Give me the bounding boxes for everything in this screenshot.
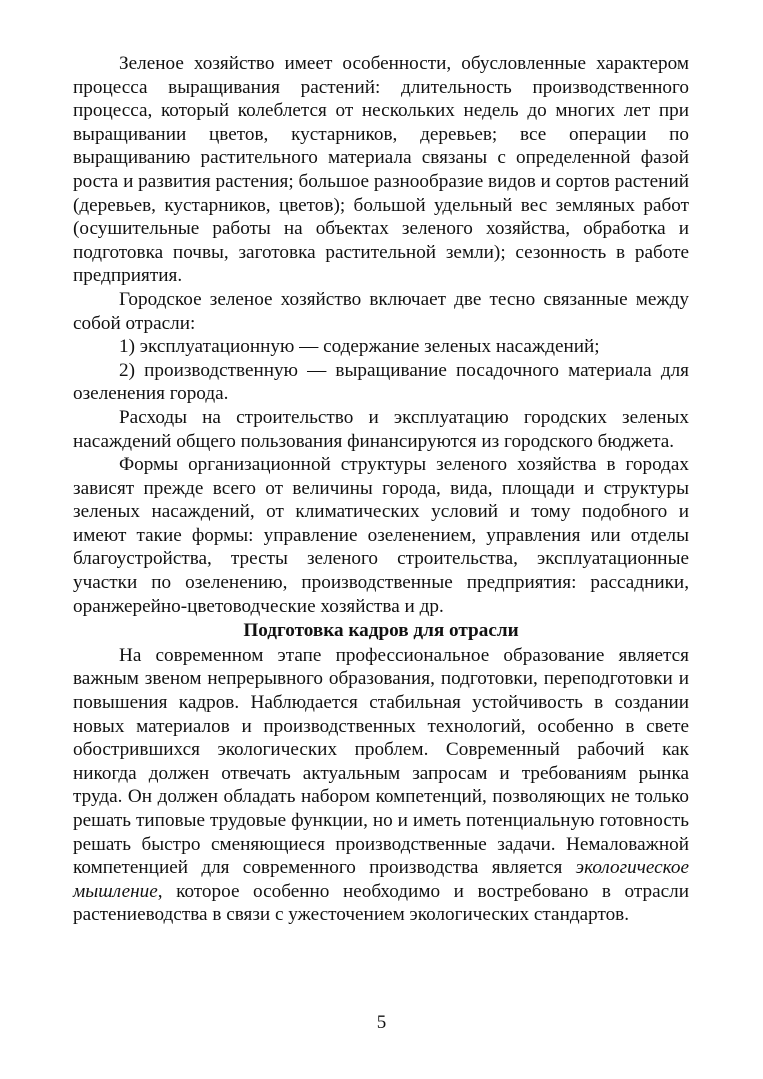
list-item-production: 2) производственную — выращивание посадочного материала для озеленения города. (73, 359, 689, 405)
paragraph-text-start: На современном этапе профессиональное образование является важным звеном непрерывного образования, подготовки, переподготовки и повышения кадров. Наблюдается стабильная устойчивость в создании новых материалов и производственных технологий, особенно в свете обострившихся экологических проблем. Современный рабочий как никогда должен отвечать актуальным запросам и требованиям рынка труда. Он должен обладать набором компетенций, позволяющих не только решать типовые трудовые функции, но и иметь потенциальную готовность решать быстро сменяющиеся производственные задачи. Немаловажной компетенцией для современного производства является (73, 644, 689, 879)
paragraph-financing: Расходы на строительство и эксплуатацию городских зеленых насаждений общего пользования финансируются из городского бюджета. (73, 406, 689, 452)
paragraph-organizational-forms: Формы организационной структуры зеленого хозяйства в городах зависят прежде всего от величины города, вида, площади и структуры зеленых насаждений, от климатических условий и тому подобного и имеют такие формы: управление озеленением, управления или отделы благоустройства, тресты зеленого строительства, эксплуатационные участки по озеленению, производственные предприятия: рассадники, оранжерейно-цветоводческие хозяйства и др. (73, 454, 689, 617)
paragraph-text-end: , которое особенно необходимо и востребовано в отрасли растениеводства в связи с ужесточением экологических стандартов. (73, 880, 689, 926)
page-body (73, 52, 689, 927)
list-item-operational: 1) эксплуатационную — содержание зеленых насаждений; (119, 336, 600, 358)
section-heading: Подготовка кадров для отрасли (243, 620, 519, 642)
paragraph-personnel-training (73, 644, 689, 927)
page-number: 5 (376, 1012, 387, 1033)
emphasis-term: экологическое мышление (73, 857, 689, 902)
paragraph-green-economy-features: Зеленое хозяйство имеет особенности, обусловленные характером процесса выращивания растений: длительность производственного процесса, который колеблется от нескольких недель до многих лет при выращивании цветов, кустарников, деревьев; все операции по выращиванию растительного материала связаны с определенной фазой роста и развития растения; большое разнообразие видов и сортов растений (деревьев, кустарников, цветов); большой удельный вес земляных работ (осушительные работы на объектах зеленого хозяйства, обработка и подготовка почвы, заготовка растительной земли); сезонность в работе предприятия. (73, 53, 689, 287)
paragraph-urban-green-economy: Городское зеленое хозяйство включает две тесно связанные между собой отрасли: (73, 288, 689, 334)
